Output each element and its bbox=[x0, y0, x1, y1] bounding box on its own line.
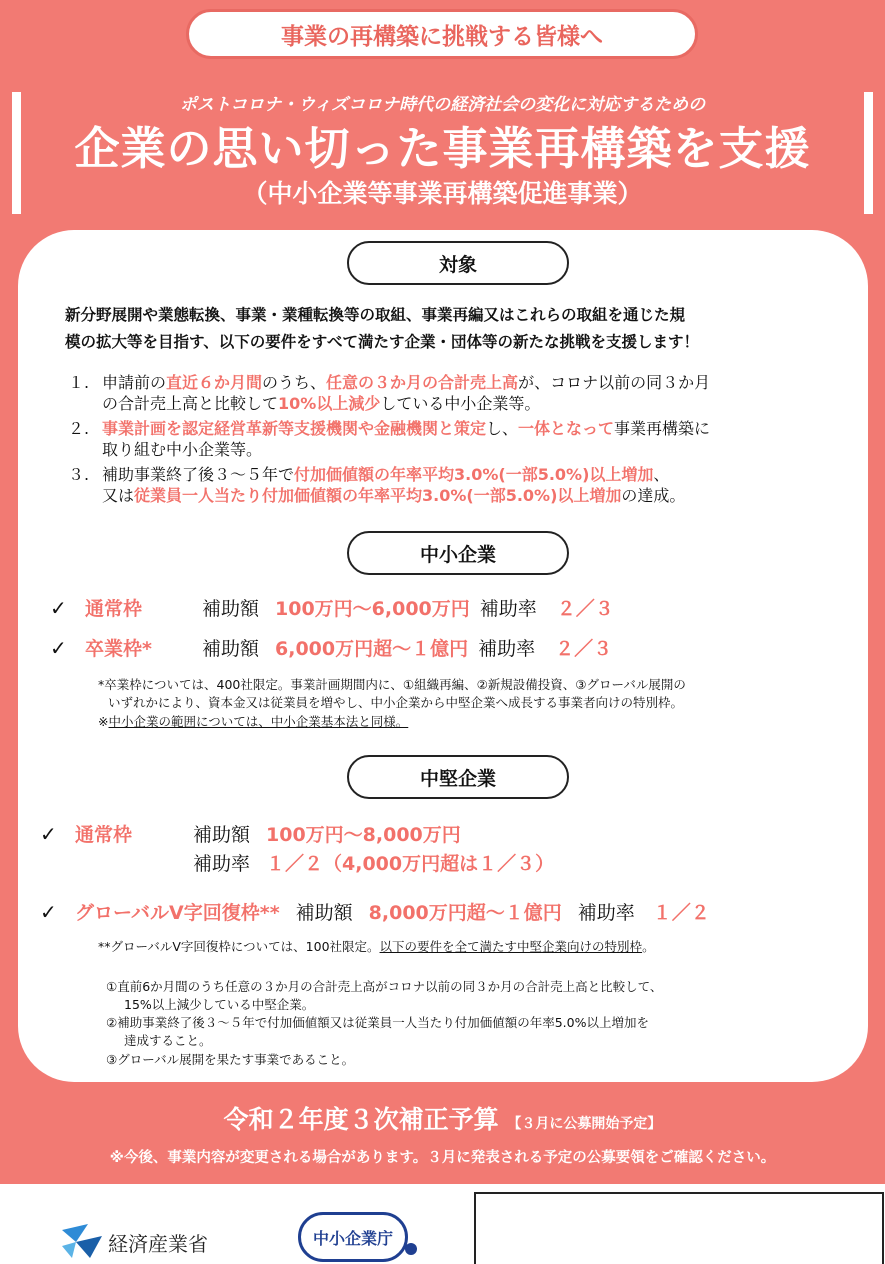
note-prefix: ※ bbox=[98, 714, 109, 729]
budget-line bbox=[0, 1100, 885, 1136]
frame-name: 通常枠 bbox=[85, 598, 143, 620]
rate-value: １／２（4,000万円超は１／３） bbox=[266, 853, 555, 875]
check-icon: ✓ bbox=[40, 900, 57, 924]
sme-heading: 中小企業 bbox=[347, 531, 569, 575]
chusho-logo bbox=[298, 1212, 408, 1262]
req-highlight: 一体となって bbox=[518, 419, 615, 438]
midsize-note bbox=[98, 938, 655, 955]
req-highlight: 任意の３か月の合計売上高 bbox=[326, 373, 519, 392]
sme-row-graduate bbox=[50, 634, 612, 661]
check-icon: ✓ bbox=[40, 822, 57, 846]
midsize-rate-row bbox=[193, 849, 554, 876]
target-heading: 対象 bbox=[347, 241, 569, 285]
chusho-dot-icon bbox=[405, 1243, 417, 1255]
condition-2a: ②補助事業終了後３～５年で付加価値額又は従業員一人当たり付加価値額の年率5.0%以上増加を bbox=[106, 1015, 649, 1030]
meti-logo bbox=[62, 1224, 208, 1260]
frame-name: グローバルV字回復枠** bbox=[75, 902, 280, 924]
req-text: している中小企業等。 bbox=[380, 394, 541, 413]
sme-note-1: *卒業枠については、400社限定。事業計画期間内に、①組織再編、②新規設備投資、③グローバル展開の bbox=[98, 677, 686, 692]
req-text: 事業再構築に bbox=[614, 419, 711, 438]
req-number: １. bbox=[68, 373, 90, 392]
amount-label: 補助額 bbox=[202, 638, 260, 660]
change-warning: ※今後、事業内容が変更される場合があります。３月に発表される予定の公募要領をご確認ください。 bbox=[109, 1150, 776, 1166]
amount-label: 補助額 bbox=[193, 824, 251, 846]
subtitle: ポストコロナ・ウィズコロナ時代の経済社会の変化に対応するための bbox=[179, 95, 706, 115]
frame-name: 通常枠 bbox=[75, 824, 133, 846]
condition-2b: 達成すること。 bbox=[124, 1033, 212, 1048]
note-underlined: 中小企業の範囲については、中小企業基本法と同様。 bbox=[108, 714, 409, 729]
rate-label: 補助率 bbox=[479, 598, 537, 620]
condition-1a: ①直前6か月間のうち任意の３か月の合計売上高がコロナ以前の同３か月の合計売上高と比較して、 bbox=[106, 979, 663, 994]
rate-label: 補助率 bbox=[577, 902, 635, 924]
req-text: 又は bbox=[102, 486, 135, 505]
page-title: 企業の思い切った事業再構築を支援 bbox=[74, 122, 811, 175]
req-text: し、 bbox=[486, 419, 519, 438]
header-pill: 事業の再構築に挑戦する皆様へ bbox=[186, 9, 698, 59]
rate-value: １／２ bbox=[652, 902, 710, 924]
req-text: の合計売上高と比較して bbox=[102, 394, 279, 413]
budget-note: 【３月に公募開始予定】 bbox=[507, 1116, 662, 1132]
rate-value: ２／３ bbox=[555, 638, 613, 660]
sme-row-normal bbox=[50, 594, 614, 621]
contact-box bbox=[474, 1192, 884, 1264]
req-number: ３. bbox=[68, 465, 90, 484]
frame-name: 卒業枠* bbox=[85, 638, 152, 660]
condition-3: ③グローバル展開を果たす事業であること。 bbox=[106, 1052, 355, 1067]
note-underlined: 以下の要件を全て満たす中堅企業向けの特別枠 bbox=[379, 939, 643, 954]
req-number: ２. bbox=[68, 419, 90, 438]
amount-value: 6,000万円超～１億円 bbox=[275, 638, 469, 660]
condition-1b: 15%以上減少している中堅企業。 bbox=[124, 997, 315, 1012]
rate-label: 補助率 bbox=[193, 853, 251, 875]
requirement-3 bbox=[68, 464, 848, 506]
requirement-1 bbox=[68, 372, 848, 414]
note-text: 。 bbox=[642, 939, 655, 954]
rate-value: ２／３ bbox=[556, 598, 614, 620]
requirement-2 bbox=[68, 418, 848, 460]
amount-value: 100万円～8,000万円 bbox=[266, 824, 461, 846]
req-highlight: 10%以上減少 bbox=[278, 394, 381, 413]
rate-label: 補助率 bbox=[478, 638, 536, 660]
req-text: 取り組む中小企業等。 bbox=[102, 440, 263, 459]
check-icon: ✓ bbox=[50, 596, 67, 620]
target-intro bbox=[65, 302, 845, 356]
req-text: 申請前の bbox=[102, 373, 167, 392]
amount-value: 100万円～6,000万円 bbox=[275, 598, 470, 620]
req-text: が、コロナ以前の同３か月 bbox=[518, 373, 711, 392]
program-name: （中小企業等事業再構築促進事業） bbox=[242, 179, 643, 208]
midsize-row-normal bbox=[40, 820, 461, 847]
req-highlight: 事業計画を認定経営革新等支援機関や金融機関と策定 bbox=[102, 419, 487, 438]
footer bbox=[0, 1184, 885, 1264]
meti-name: 経済産業省 bbox=[108, 1231, 208, 1256]
budget-title: 令和２年度３次補正予算 bbox=[223, 1105, 499, 1134]
sme-note-3 bbox=[98, 713, 408, 730]
midsize-row-global bbox=[40, 898, 710, 925]
req-text: の達成。 bbox=[621, 486, 686, 505]
req-highlight: 付加価値額の年率平均3.0%(一部5.0%)以上増加 bbox=[294, 465, 654, 484]
req-text: 補助事業終了後３～５年で bbox=[102, 465, 295, 484]
chusho-name: 中小企業庁 bbox=[312, 1228, 393, 1248]
req-text: のうち、 bbox=[262, 373, 327, 392]
req-text: 、 bbox=[653, 465, 670, 484]
req-highlight: 従業員一人当たり付加価値額の年率平均3.0%(一部5.0%)以上増加 bbox=[134, 486, 622, 505]
sme-note-2: いずれかにより、資本金又は従業員を増やし、中小企業から中堅企業へ成長する事業者向けの特別枠。 bbox=[108, 695, 684, 710]
amount-value: 8,000万円超～１億円 bbox=[368, 902, 562, 924]
amount-label: 補助額 bbox=[202, 598, 260, 620]
note-text: **グローバルV字回復枠については、100社限定。 bbox=[98, 939, 380, 954]
amount-label: 補助額 bbox=[295, 902, 353, 924]
req-highlight: 直近６か月間 bbox=[166, 373, 263, 392]
check-icon: ✓ bbox=[50, 636, 67, 660]
midsize-heading: 中堅企業 bbox=[347, 755, 569, 799]
meti-emblem-icon bbox=[62, 1224, 102, 1260]
intro-line-2: 模の拡大等を目指す、以下の要件をすべて満たす企業・団体等の新たな挑戦を支援します！ bbox=[65, 333, 699, 351]
intro-line-1: 新分野展開や業態転換、事業・業種転換等の取組、事業再編又はこれらの取組を通じた規 bbox=[65, 306, 686, 324]
